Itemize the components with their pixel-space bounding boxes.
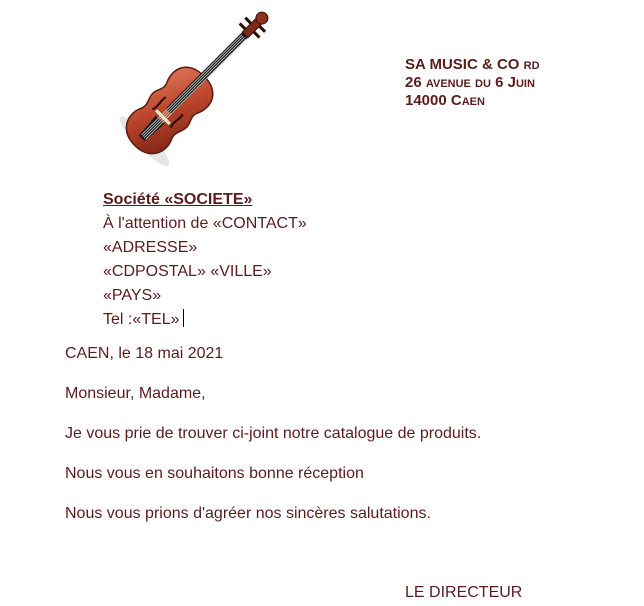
sender-street: 26 avenue du 6 Juin [405, 74, 535, 91]
signature[interactable]: LE DIRECTEUR [405, 584, 523, 601]
sender-company [405, 56, 540, 74]
paragraph-closing[interactable]: Nous vous prions d'agréer nos sincères salutations. [65, 505, 431, 522]
recipient-company[interactable]: Société «SOCIETE» [103, 191, 253, 208]
salutation[interactable]: Monsieur, Madame, [65, 385, 206, 402]
recipient-postal-city[interactable]: «CDPOSTAL» «VILLE» [103, 263, 272, 280]
recipient-tel[interactable]: Tel :«TEL» [103, 311, 180, 328]
place-date[interactable]: CAEN, le 18 mai 2021 [65, 345, 224, 362]
recipient-address [103, 188, 307, 332]
sender-city: 14000 Caen [405, 92, 485, 109]
sender-company-suffix: rd [523, 56, 540, 73]
recipient-tel-line[interactable] [103, 308, 307, 332]
paragraph-reception[interactable]: Nous vous en souhaitons bonne réception [65, 465, 364, 482]
recipient-country[interactable]: «PAYS» [103, 287, 162, 304]
recipient-attention[interactable]: À l'attention de «CONTACT» [103, 215, 307, 232]
recipient-address-line[interactable]: «ADRESSE» [103, 239, 198, 256]
sender-address [405, 56, 540, 110]
sender-company-name: SA MUSIC & CO [405, 56, 520, 73]
violin-icon [100, 0, 272, 176]
text-cursor [183, 309, 184, 327]
paragraph-catalogue[interactable]: Je vous prie de trouver ci-joint notre catalogue de produits. [65, 425, 482, 442]
